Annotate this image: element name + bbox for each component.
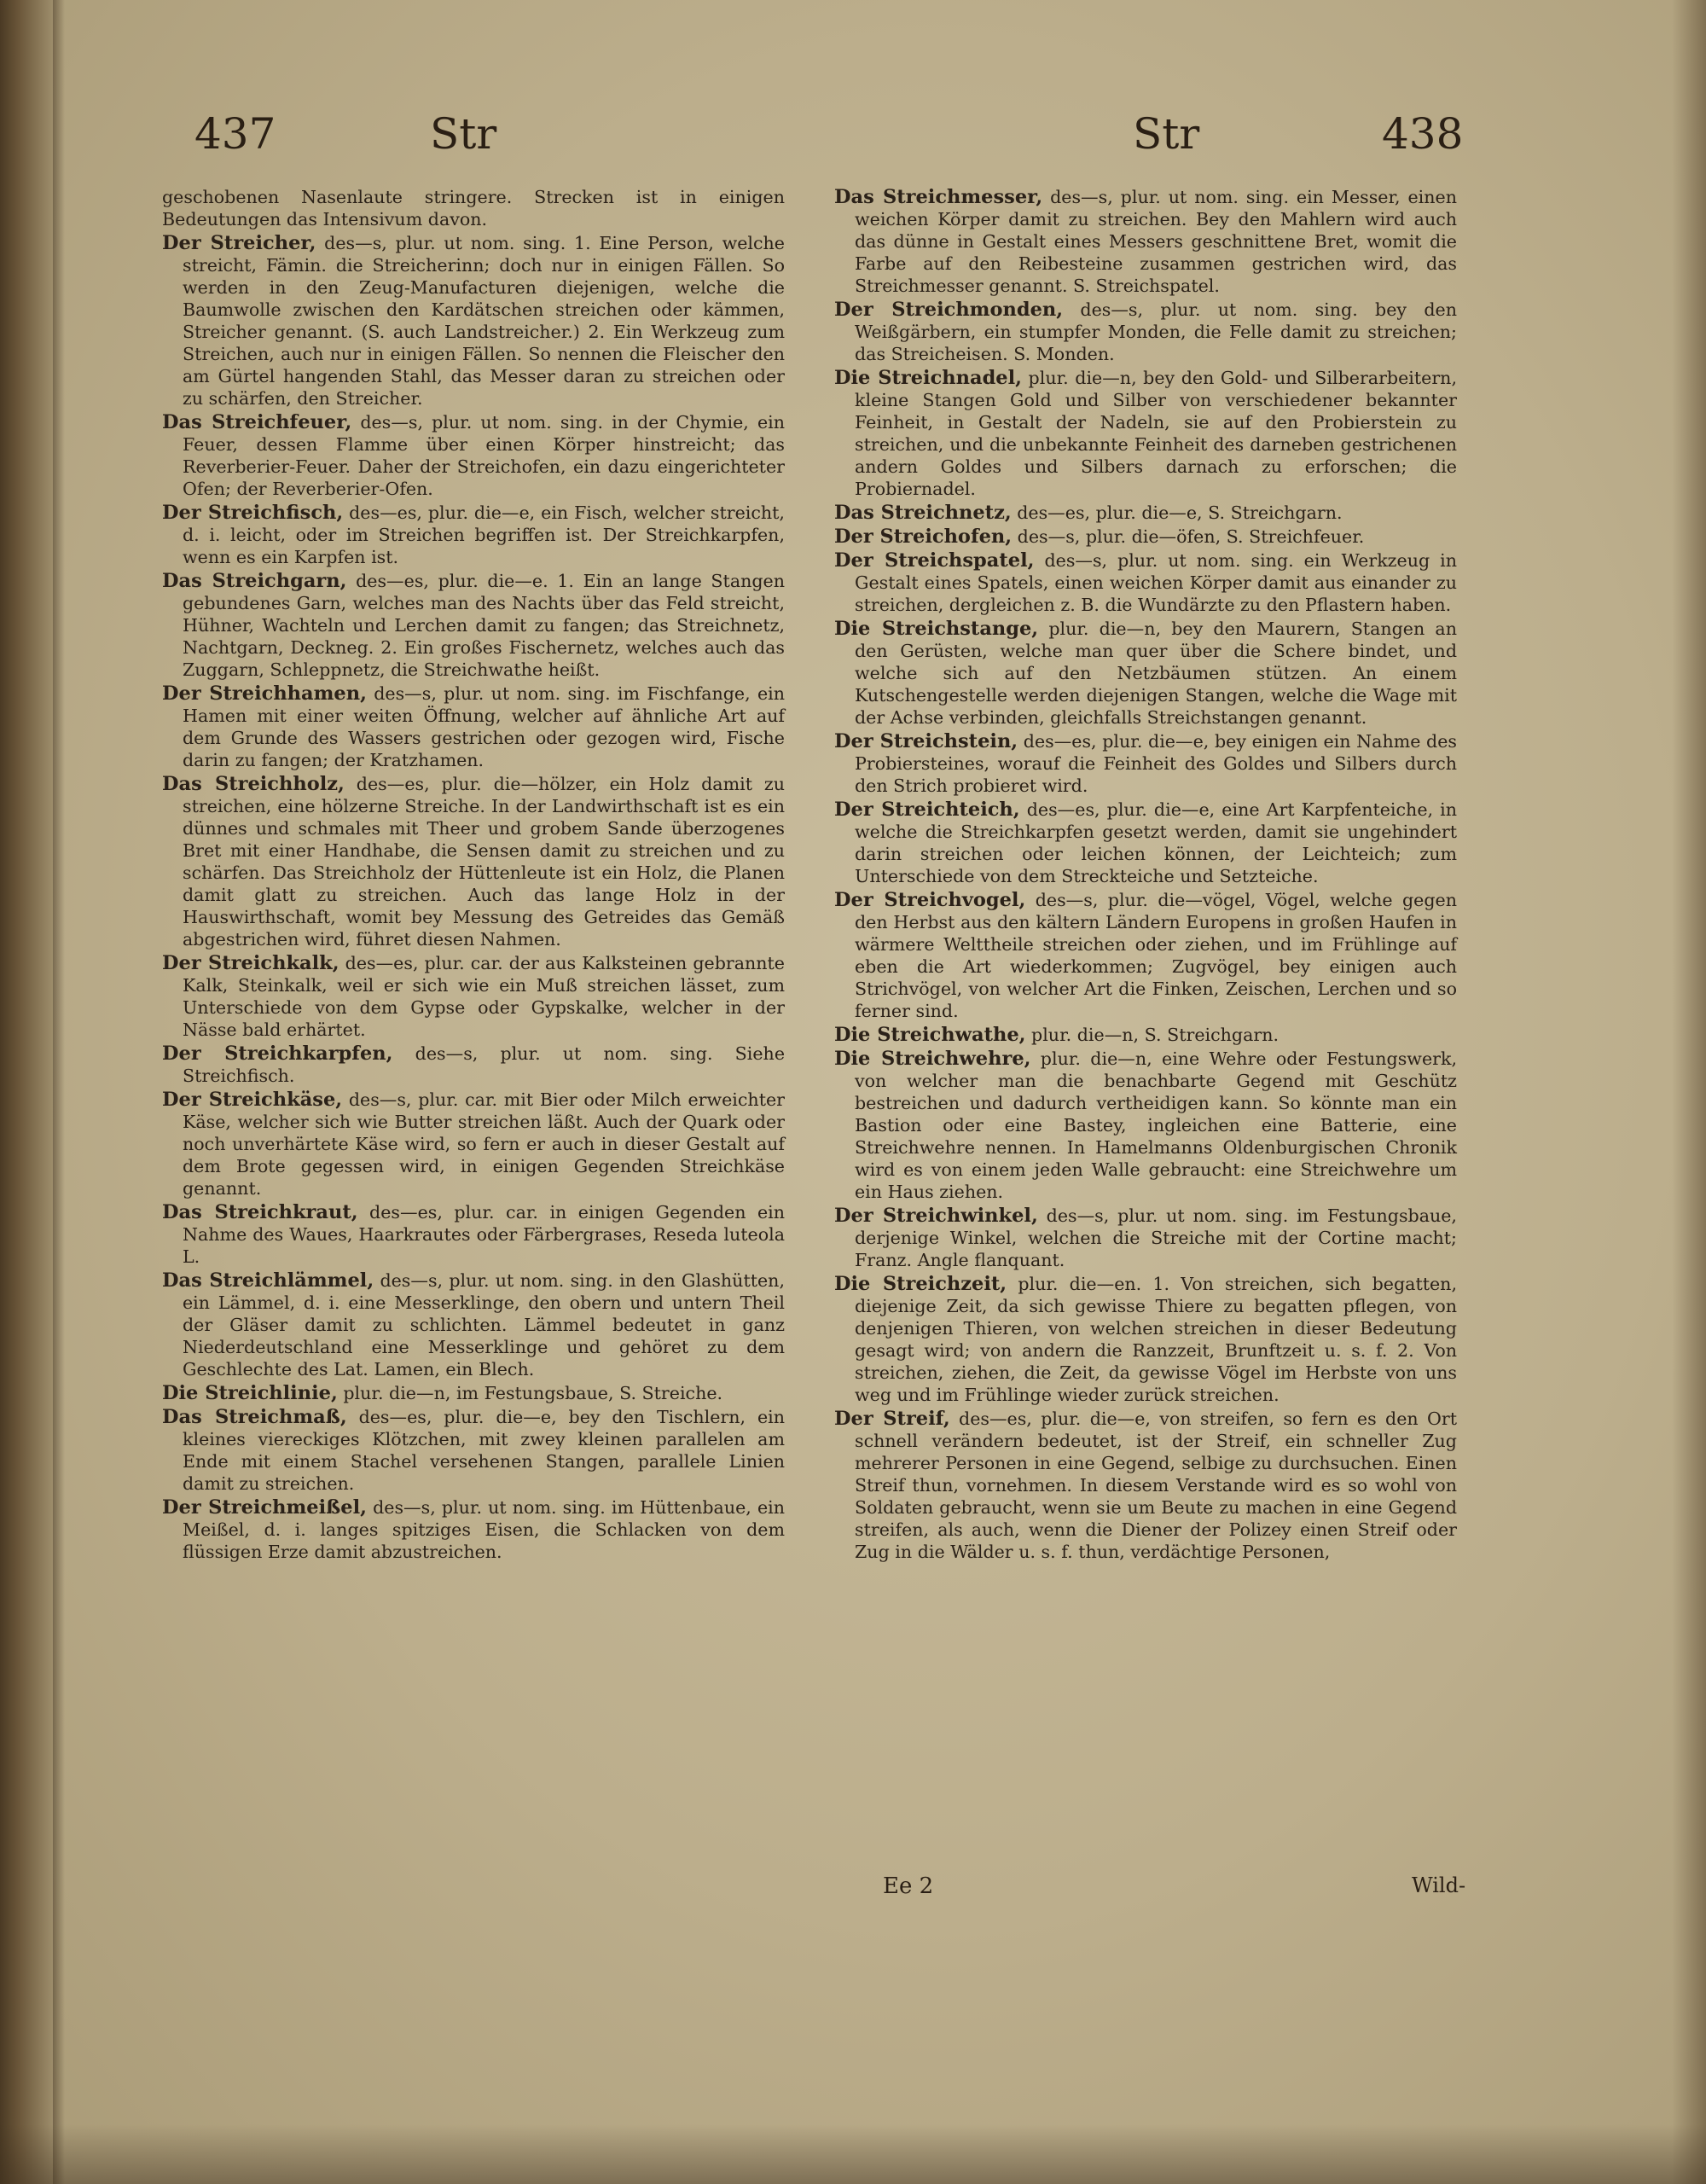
entry-headword: Das Streichholz,: [162, 773, 345, 795]
dictionary-entry: [162, 502, 785, 568]
dictionary-entry: [834, 526, 1457, 548]
dictionary-entry: [162, 1406, 785, 1495]
entry-body: des—es, plur. die—e, ein Fisch, welcher streicht, d. i. leicht, oder im Streichen begriffen ist. Der Streichkarpfen, wenn es ein Karpfen ist.: [183, 502, 785, 567]
entry-headword: Die Streichwathe,: [834, 1024, 1026, 1046]
running-head-left: Str: [430, 109, 497, 159]
binding-shadow: [53, 0, 65, 2184]
entry-body: des—s, plur. ut nom. sing. im Festungsbaue, derjenige Winkel, welchen die Streiche mit der Cortine macht; Franz. Angle flanquant.: [855, 1205, 1457, 1270]
entry-body: des—es, plur. die—e, von streifen, so fern es den Ort schnell verändern bedeutet, ist der Streif, ein schneller Zug mehrerer Personen in eine Gegend, selbige zu durchsuchen. Einen Streif thun, vornehmen. In diesem Verstande wird es so wohl von Soldaten gebraucht, wenn sie um Beute zu machen in eine Gegend streifen, als auch, wenn die Diener der Polizey einen Streif oder Zug in die Wälder u. s. f. thun, verdächtige Personen,: [855, 1409, 1457, 1562]
entry-headword: Der Streichkarpfen,: [162, 1043, 393, 1065]
entry-headword: Der Streichteich,: [834, 799, 1020, 821]
entry-body: des—s, plur. car. mit Bier oder Milch erweichter Käse, welcher sich wie Butter streichen läßt. Auch der Quark oder noch unverhärtete Käse wird, so fern er auch in dieser Gestalt auf dem Brote gegessen wird, in einigen Gegenden Streichkäse genannt.: [183, 1089, 786, 1199]
entry-headword: Das Streichmesser,: [834, 186, 1043, 208]
dictionary-entry: [834, 799, 1457, 887]
page-number-right: 438: [1382, 109, 1464, 159]
dictionary-entry: [834, 889, 1457, 1022]
dictionary-entry: [834, 1024, 1457, 1046]
entry-body: plur. die—n, bey den Gold- und Silberarbeitern, kleine Stangen Gold und Silber von verschiedener bekannter Feinheit, in Gestalt der Nadeln, sie auf den Probierstein zu streichen, und die unbekannte Feinheit des darneben gestrichenen andern Goldes und Silbers darnach zu erforschen; die Probiernadel.: [855, 368, 1457, 499]
dictionary-entry: [162, 682, 785, 771]
entry-body: des—es, plur. die—e, bey den Tischlern, ein kleines viereckiges Klötzchen, mit zwey kleinen parallelen am Ende mit einem Stachel versehenen Stangen, parallele Linien damit zu streichen.: [183, 1407, 785, 1494]
entry-body: des—s, plur. ut nom. sing. im Fischfange, ein Hamen mit einer weiten Öffnung, welcher auf ähnliche Art auf dem Grunde des Wassers gestrichen oder gezogen wird, Fische darin zu fangen; der Kratzhamen.: [183, 683, 785, 770]
entry-body: des—es, plur. die—e, bey einigen ein Nahme des Probiersteines, worauf die Feinheit des Goldes und Silbers durch den Strich probieret wird.: [855, 731, 1457, 796]
book-gutter: [0, 0, 53, 2184]
entry-headword: Der Streichhamen,: [162, 682, 367, 705]
dictionary-entry: [834, 730, 1457, 797]
page-edge-shadow: [1672, 0, 1706, 2184]
entry-headword: Das Streichgarn,: [162, 570, 347, 592]
entry-headword: Der Streichspatel,: [834, 549, 1035, 572]
dictionary-entry: [162, 1201, 785, 1268]
dictionary-entry: [162, 773, 785, 950]
entry-headword: Der Streichfisch,: [162, 502, 344, 524]
entry-headword: Der Streichvogel,: [834, 889, 1026, 911]
entry-headword: Der Streicher,: [162, 232, 316, 254]
entry-headword: Der Streichmonden,: [834, 299, 1064, 321]
entry-headword: Das Streichkraut,: [162, 1201, 358, 1223]
page-number-left: 437: [194, 109, 276, 159]
entry-body: des—s, plur. ut nom. sing. in den Glashütten, ein Lämmel, d. i. eine Messerklinge, den obern und untern Theil der Gläser damit zu schlichten. Lämmel bedeutet in ganz Niederdeutschland eine Messerklinge und gehöret zu dem Geschlechte des Lat. Lamen, ein Blech.: [183, 1270, 785, 1380]
dictionary-entry: [834, 1205, 1457, 1271]
entry-body: des—es, plur. car. in einigen Gegenden ein Nahme des Waues, Haarkrautes oder Färbergrases, Reseda luteola L.: [183, 1202, 785, 1267]
entry-body: des—s, plur. die—öfen, S. Streichfeuer.: [1012, 526, 1365, 547]
right-column: [834, 186, 1457, 1565]
entry-body: des—s, plur. ut nom. sing. ein Messer, einen weichen Körper damit zu streichen. Bey den Mahlern wird auch das dünne in Gestalt eines Messers geschnittene Bret, womit die Farbe auf den Reibesteine zusammen gestrichen wird, das Streichmesser genannt. S. Streichspatel.: [855, 187, 1457, 296]
running-head-right: Str: [1133, 109, 1200, 159]
entry-headword: Das Streichlämmel,: [162, 1269, 374, 1292]
dictionary-entry: [834, 549, 1457, 616]
catchword: Wild-: [1412, 1873, 1466, 1897]
entry-body: des—s, plur. ut nom. sing. 1. Eine Person, welche streicht, Fämin. die Streicherinn; doch nur in einigen Fällen. So werden in den Zeug-Manufacturen diejenigen, welche die Baumwolle zwischen den Kardätschen streichen oder kämmen, Streicher genannt. (S. auch Landstreicher.) 2. Ein Werkzeug zum Streichen, auch nur in einigen Fällen. So nennen die Fleischer den am Gürtel hangenden Stahl, das Messer daran zu streichen oder zu schärfen, den Streicher.: [183, 233, 785, 409]
entry-headword: Die Streichstange,: [834, 618, 1039, 640]
dictionary-entry: [834, 1408, 1457, 1563]
entry-body: geschobenen Nasenlaute stringere. Strecken ist in einigen Bedeutungen das Intensivum davon.: [162, 187, 785, 229]
dictionary-entry: [162, 1382, 785, 1404]
entry-body: des—es, plur. die—hölzer, ein Holz damit zu streichen, eine hölzerne Streiche. In der Landwirthschaft ist es ein dünnes und schmales mit Theer und grobem Sande überzogenes Bret mit einer Handhabe, die Sensen damit zu streichen und zu schärfen. Das Streichholz der Hüttenleute ist ein Holz, die Planen damit glatt zu streichen. Auch das lange Holz in der Hauswirthschaft, womit bey Messung des Getreides das Gemäß abgestrichen wird, führet diesen Nahmen.: [183, 774, 785, 950]
entry-body: des—s, plur. ut nom. sing. im Hüttenbaue, ein Meißel, d. i. langes spitziges Eisen, die Schlacken von dem flüssigen Erze damit abzustreichen.: [183, 1497, 785, 1562]
dictionary-entry: [834, 618, 1457, 729]
entry-headword: Der Streichkalk,: [162, 952, 339, 974]
entry-headword: Die Streichwehre,: [834, 1048, 1031, 1070]
entry-body: des—s, plur. ut nom. sing. ein Werkzeug in Gestalt eines Spatels, einen weichen Körper damit aus einander zu streichen, dergleichen z. B. die Wundärzte zu den Pflastern haben.: [855, 550, 1458, 615]
signature-mark: Ee 2: [883, 1873, 934, 1899]
entry-headword: Der Streichstein,: [834, 730, 1018, 752]
dictionary-entry: [834, 1273, 1457, 1406]
entry-body: des—es, plur. die—e. 1. Ein an lange Stangen gebundenes Garn, welches man des Nachts über das Feld streicht, Hühner, Wachteln und Lerchen damit zu fangen; das Streichnetz, Nachtgarn, Deckneg. 2. Ein großes Fischernetz, welches auch das Zuggarn, Schleppnetz, die Streichwathe heißt.: [183, 571, 785, 680]
entry-body: des—es, plur. die—e, S. Streichgarn.: [1011, 502, 1343, 523]
dictionary-entry: [162, 411, 785, 500]
entry-body: plur. die—en. 1. Von streichen, sich begatten, diejenige Zeit, da sich gewisse Thiere zu begatten pflegen, von denjenigen Thieren, von welchen streichen in dieser Bedeutung gesagt wird; von andern die Ranzzeit, Brunftzeit u. s. f. 2. Von streichen, ziehen, die Zeit, da gewisse Vögel im Herbste von uns weg und im Frühlinge wieder zurück streichen.: [855, 1274, 1457, 1405]
dictionary-entry: [834, 186, 1457, 297]
entry-body: des—s, plur. die—vögel, Vögel, welche gegen den Herbst aus den kältern Ländern Europens in großen Haufen in wärmere Welttheile streichen oder ziehen, und im Frühlinge auf eben die Art wiederkommen; Zugvögel, bey einigen auch Strichvögel, von welcher Art die Finken, Zeischen, Lerchen und so ferner sind.: [855, 890, 1457, 1021]
entry-headword: Der Streichmeißel,: [162, 1496, 367, 1519]
dictionary-entry: [162, 1089, 785, 1199]
entry-body: des—s, plur. ut nom. sing. in der Chymie, ein Feuer, dessen Flamme über einen Körper hinstreicht; das Reverberier-Feuer. Daher der Streichofen, ein dazu eingerichteter Ofen; der Reverberier-Ofen.: [183, 412, 785, 499]
entry-body: des—es, plur. die—e, eine Art Karpfenteiche, in welche die Streichkarpfen gesetzt werden, damit sie ungehindert darin streichen oder leichen können, der Leichteich; zum Unterschiede von dem Streckteiche und Setzteiche.: [855, 799, 1457, 886]
entry-headword: Der Streif,: [834, 1408, 950, 1430]
entry-body: plur. die—n, bey den Maurern, Stangen an den Gerüsten, welche man quer über die Schere bindet, und welche sich auf den Netzbäumen stützen. An einem Kutschengestelle werden diejenigen Stangen, welche die Wage mit der Achse verbinden, gleichfalls Streichstangen genannt.: [855, 619, 1457, 728]
dictionary-entry: [834, 367, 1457, 500]
entry-headword: Die Streichnadel,: [834, 367, 1022, 389]
entry-body: plur. die—n, S. Streichgarn.: [1025, 1025, 1280, 1045]
entry-body: plur. die—n, im Festungsbaue, S. Streiche.: [337, 1383, 723, 1403]
entry-headword: Das Streichnetz,: [834, 502, 1012, 524]
entry-headword: Der Streichofen,: [834, 526, 1013, 548]
entry-headword: Das Streichfeuer,: [162, 411, 352, 433]
entry-body: des—es, plur. car. der aus Kalksteinen gebrannte Kalk, Steinkalk, weil er sich wie ein Muß streichen lässet, zum Unterschiede von dem Gypse oder Gypskalke, welcher in der Nässe bald erhärtet.: [183, 953, 785, 1040]
dictionary-entry: [162, 570, 785, 681]
dictionary-entry: [162, 952, 785, 1041]
entry-body: des—s, plur. ut nom. sing. bey den Weißgärbern, ein stumpfer Monden, die Felle damit zu streichen; das Streicheisen. S. Monden.: [855, 299, 1457, 364]
dictionary-entry: [834, 299, 1457, 365]
entry-headword: Der Streichwinkel,: [834, 1205, 1038, 1227]
dictionary-entry: [162, 232, 785, 410]
dictionary-entry: [834, 1048, 1457, 1203]
dictionary-entry: [162, 186, 785, 230]
entry-body: plur. die—n, eine Wehre oder Festungswerk, von welcher man die benachbarte Gegend mit Geschütz bestreichen und dadurch vertheidigen kann. So könnte man ein Bastion oder eine Bastey, ingleichen eine Batterie, eine Streichwehre nennen. In Hamelmanns Oldenburgischen Chronik wird es von einem jeden Walle gebraucht: eine Streichwehre um ein Haus ziehen.: [855, 1048, 1457, 1202]
dictionary-entry: [834, 502, 1457, 524]
entry-body: des—s, plur. ut nom. sing. Siehe Streichfisch.: [183, 1043, 786, 1086]
bottom-shadow: [0, 2124, 1706, 2184]
dictionary-entry: [162, 1496, 785, 1563]
dictionary-entry: [162, 1043, 785, 1087]
entry-headword: Die Streichlinie,: [162, 1382, 338, 1404]
entry-headword: Der Streichkäse,: [162, 1089, 343, 1111]
entry-headword: Das Streichmaß,: [162, 1406, 347, 1428]
dictionary-entry: [162, 1269, 785, 1380]
entry-headword: Die Streichzeit,: [834, 1273, 1007, 1295]
left-column: [162, 186, 785, 1565]
